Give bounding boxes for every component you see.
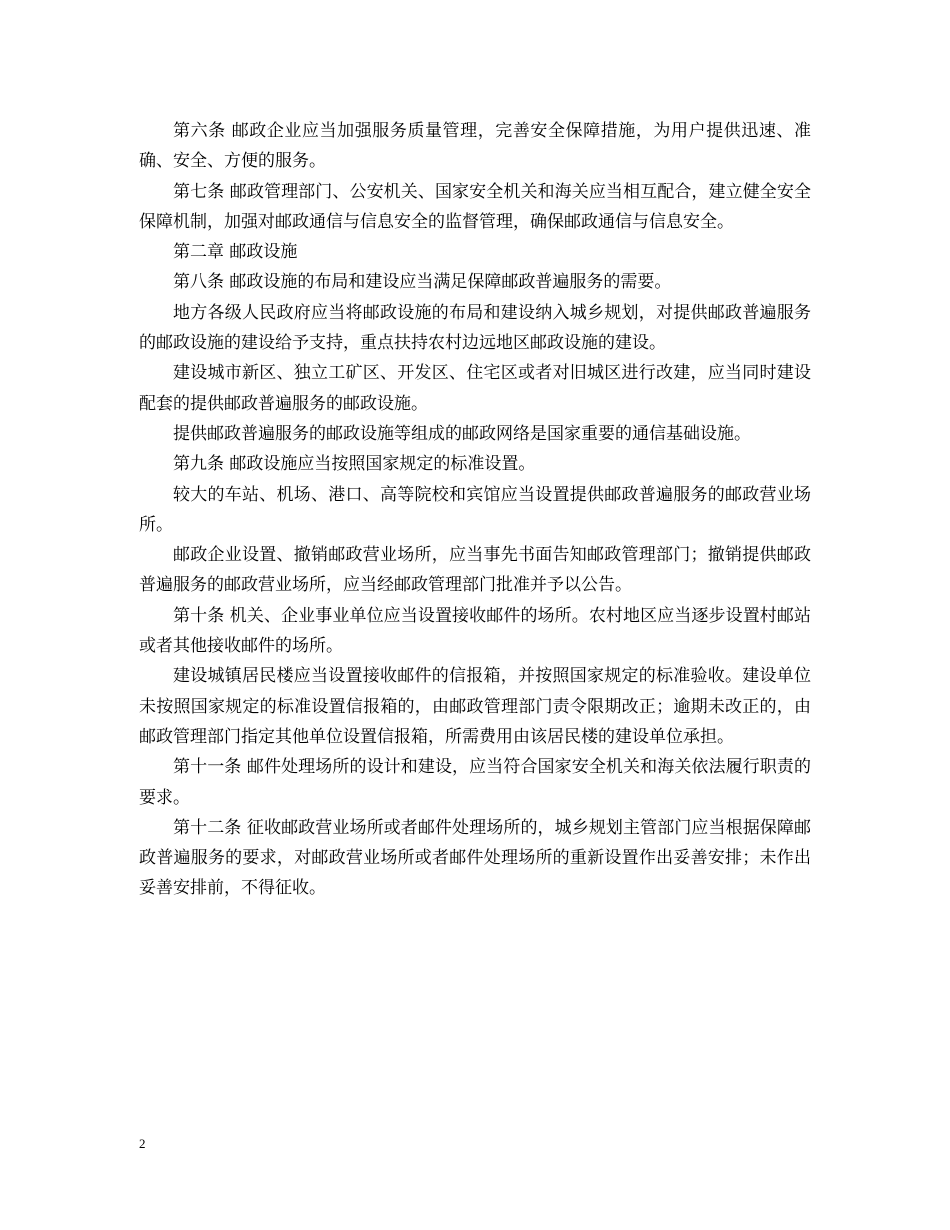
- paragraph: 第十条 机关、企业事业单位应当设置接收邮件的场所。农村地区应当逐步设置村邮站或者其他接收邮件的场所。: [139, 605, 811, 657]
- paragraph: 地方各级人民政府应当将邮政设施的布局和建设纳入城乡规划，对提供邮政普遍服务的邮政设施的建设给予支持，重点扶持农村边远地区邮政设施的建设。: [139, 302, 811, 354]
- paragraph: 邮政企业设置、撤销邮政营业场所，应当事先书面告知邮政管理部门；撤销提供邮政普遍服务的邮政营业场所，应当经邮政管理部门批准并予以公告。: [139, 545, 811, 596]
- paragraph: 建设城市新区、独立工矿区、开发区、住宅区或者对旧城区进行改建，应当同时建设配套的提供邮政普遍服务的邮政设施。: [139, 363, 811, 414]
- page-number: 2: [139, 1136, 146, 1151]
- paragraph: 第八条 邮政设施的布局和建设应当满足保障邮政普遍服务的需要。: [173, 272, 672, 293]
- paragraph: 第九条 邮政设施应当按照国家规定的标准设置。: [173, 454, 536, 475]
- document-body: [139, 116, 811, 904]
- paragraph: 第六条 邮政企业应当加强服务质量管理，完善安全保障措施，为用户提供迅速、准确、安全、方便的服务。: [139, 121, 811, 172]
- paragraph: 第十二条 征收邮政营业场所或者邮件处理场所的，城乡规划主管部门应当根据保障邮政普遍服务的要求，对邮政营业场所或者邮件处理场所的重新设置作出妥善安排；未作出妥善安排前，不得征收。: [139, 817, 811, 899]
- paragraph: 提供邮政普遍服务的邮政设施等组成的邮政网络是国家重要的通信基础设施。: [173, 423, 751, 444]
- chapter-heading: 第二章 邮政设施: [173, 242, 298, 263]
- paragraph: 第七条 邮政管理部门、公安机关、国家安全机关和海关应当相互配合，建立健全安全保障机制，加强对邮政通信与信息安全的监督管理，确保邮政通信与信息安全。: [139, 181, 811, 232]
- paragraph: 建设城镇居民楼应当设置接收邮件的信报箱，并按照国家规定的标准验收。建设单位未按照国家规定的标准设置信报箱的，由邮政管理部门责令限期改正；逾期未改正的，由邮政管理部门指定其他单位设置信报箱，所需费用由该居民楼的建设单位承担。: [139, 666, 811, 747]
- paragraph: 第十一条 邮件处理场所的设计和建设，应当符合国家安全机关和海关依法履行职责的要求。: [139, 757, 811, 808]
- paragraph: 较大的车站、机场、港口、高等院校和宾馆应当设置提供邮政普遍服务的邮政营业场所。: [139, 484, 811, 535]
